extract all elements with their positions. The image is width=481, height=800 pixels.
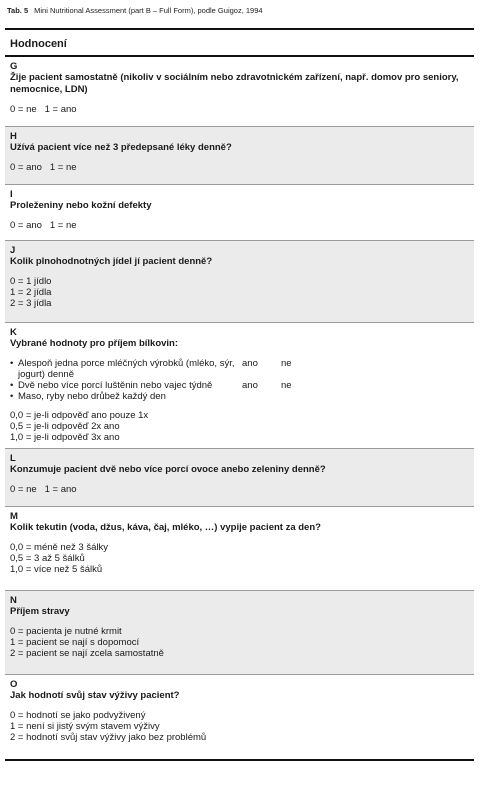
- protein-criteria-list: [10, 358, 469, 402]
- option-line: 0 = ano 1 = ne: [10, 162, 77, 173]
- criterion-text: Dvě nebo více porcí luštěnin nebo vajec týdně: [18, 380, 213, 391]
- section-question: Žije pacient samostatně (nikoliv v sociálním nebo zdravotnickém zařízení, např. domov pro seniory, nemocnice, LDN): [10, 72, 459, 95]
- option-line: 1,0 = je-li odpověď 3x ano: [10, 432, 120, 443]
- option-line: 0 = pacienta je nutné krmit: [10, 626, 122, 637]
- section-letter: O: [10, 679, 18, 690]
- section-question: Proleženiny nebo kožní defekty: [10, 200, 152, 211]
- section-question: Příjem stravy: [10, 606, 70, 617]
- answer-yes: ano: [242, 380, 258, 391]
- section-letter: H: [10, 131, 17, 142]
- table-number: Tab. 5: [7, 6, 29, 15]
- section-g: [5, 57, 474, 127]
- option-line: 1 = pacient se nají s dopomocí: [10, 637, 140, 648]
- section-n: [5, 591, 474, 675]
- section-letter: M: [10, 511, 18, 522]
- option-line: 0,0 = méně než 3 šálky: [10, 542, 108, 553]
- section-letter: N: [10, 595, 17, 606]
- option-line: 0,5 = 3 až 5 šálků: [10, 553, 85, 564]
- table-title: Mini Nutritional Assessment (part B – Full Form), podle Guigoz, 1994: [34, 6, 263, 15]
- section-letter: I: [10, 189, 13, 200]
- section-o: [5, 675, 474, 759]
- option-line: 1,0 = více než 5 šálků: [10, 564, 103, 575]
- section-j: [5, 241, 474, 323]
- criterion-text: Maso, ryby nebo drůbež každý den: [18, 391, 166, 402]
- section-letter: L: [10, 453, 16, 464]
- section-k: [5, 323, 474, 449]
- section-letter: K: [10, 327, 17, 338]
- option-line: 0 = hodnotí se jako podvyživený: [10, 710, 146, 721]
- section-letter: J: [10, 245, 16, 256]
- section-letter: G: [10, 61, 18, 72]
- table-header: Hodnocení: [5, 30, 474, 57]
- option-line: 0,5 = je-li odpověď 2x ano: [10, 421, 120, 432]
- section-i: [5, 185, 474, 241]
- option-line: 0 = ne 1 = ano: [10, 484, 77, 495]
- section-question: Vybrané hodnoty pro příjem bílkovin:: [10, 338, 179, 349]
- option-line: 0,0 = je-li odpověď ano pouze 1x: [10, 410, 149, 421]
- section-question: Konzumuje pacient dvě nebo více porcí ovoce anebo zeleniny denně?: [10, 464, 326, 475]
- answer-yes: ano: [242, 358, 258, 369]
- option-line: 2 = hodnotí svůj stav výživy jako bez problémů: [10, 732, 207, 743]
- section-question: Jak hodnotí svůj stav výživy pacient?: [10, 690, 180, 701]
- answer-no: ne: [281, 358, 292, 369]
- section-question: Užívá pacient více než 3 předepsané léky denně?: [10, 142, 232, 153]
- list-item: [10, 380, 469, 391]
- list-item: [10, 358, 469, 380]
- criterion-text: Alespoň jedna porce mléčných výrobků (mléko, sýr, jogurt) denně: [18, 358, 235, 380]
- list-item: [10, 391, 469, 402]
- table-caption: [7, 6, 263, 15]
- option-line: 0 = 1 jídlo: [10, 276, 52, 287]
- option-line: 2 = 3 jídla: [10, 298, 52, 309]
- option-line: 0 = ne 1 = ano: [10, 104, 77, 115]
- option-line: 2 = pacient se nají zcela samostatně: [10, 648, 164, 659]
- assessment-table: [5, 28, 474, 761]
- section-question: Kolik plnohodnotných jídel jí pacient denně?: [10, 256, 213, 267]
- section-m: [5, 507, 474, 591]
- option-line: 1 = není si jistý svým stavem výživy: [10, 721, 160, 732]
- option-line: 1 = 2 jídla: [10, 287, 52, 298]
- section-question: Kolik tekutin (voda, džus, káva, čaj, mléko, …) vypije pacient za den?: [10, 522, 321, 533]
- section-h: [5, 127, 474, 185]
- answer-no: ne: [281, 380, 292, 391]
- option-line: 0 = ano 1 = ne: [10, 220, 77, 231]
- section-l: [5, 449, 474, 507]
